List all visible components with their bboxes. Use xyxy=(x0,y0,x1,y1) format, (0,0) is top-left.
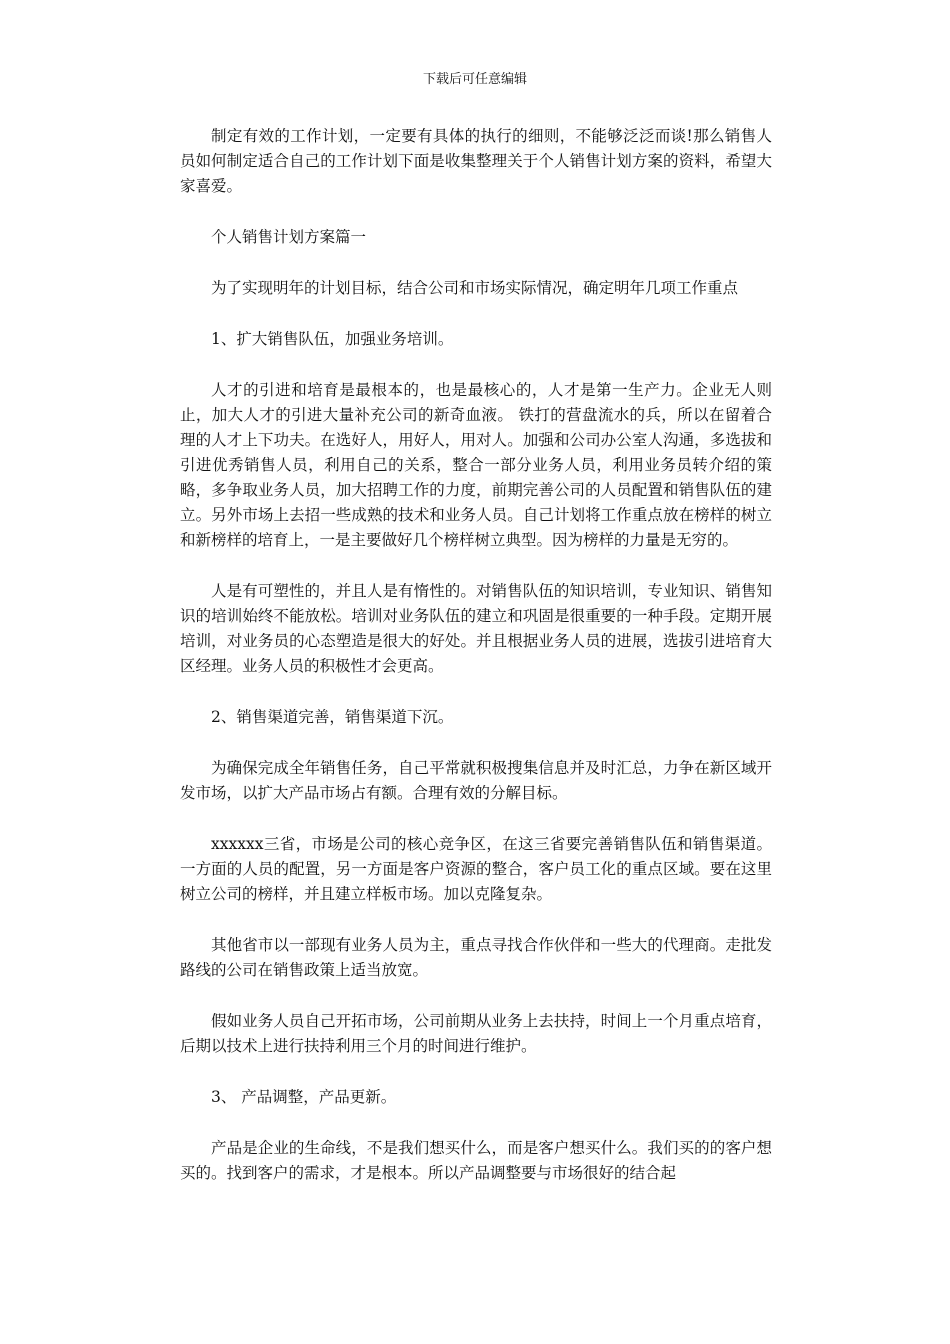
subheading-1: 1、扩大销售队伍，加强业务培训。 xyxy=(211,330,454,348)
body-paragraph: 假如业务人员自己开拓市场，公司前期从业务上去扶持，时间上一个月重点培育，后期以技术上进行扶持利用三个月的时间进行维护。 xyxy=(180,1012,772,1055)
body-paragraph: 为了实现明年的计划目标，结合公司和市场实际情况，确定明年几项工作重点 xyxy=(211,279,739,297)
subheading-2: 2、销售渠道完善，销售渠道下沉。 xyxy=(211,708,454,726)
subheading-3: 3、 产品调整，产品更新。 xyxy=(211,1088,397,1106)
body-paragraph: 为确保完成全年销售任务，自己平常就积极搜集信息并及时汇总，力争在新区域开发市场，以扩大产品市场占有额。合理有效的分解目标。 xyxy=(180,759,772,802)
page-header: 下载后可任意编辑 xyxy=(422,72,527,87)
document-body xyxy=(180,124,772,1212)
body-paragraph: 产品是企业的生命线，不是我们想买什么，而是客户想买什么。我们买的的客户想买的。找到客户的需求，才是根本。所以产品调整要与市场很好的结合起 xyxy=(180,1139,772,1182)
body-paragraph: 人才的引进和培育是最根本的，也是最核心的，人才是第一生产力。企业无人则止，加大人才的引进大量补充公司的新奇血液。 铁打的营盘流水的兵，所以在留着合理的人才上下功夫。在选好人，用好人，用对人。加强和公司办公室人沟通，多选拔和引进优秀销售人员，利用自己的关系，整合一部分业务人员，利用业务员转介绍的策略，多争取业务人员，加大招聘工作的力度，前期完善公司的人员配置和销售队伍的建立。另外市场上去招一些成熟的技术和业务人员。自己计划将工作重点放在榜样的树立和新榜样的培育上，一是主要做好几个榜样树立典型。因为榜样的力量是无穷的。 xyxy=(180,381,772,549)
body-paragraph: 人是有可塑性的，并且人是有惰性的。对销售队伍的知识培训，专业知识、销售知识的培训始终不能放松。培训对业务队伍的建立和巩固是很重要的一种手段。定期开展培训，对业务员的心态塑造是很大的好处。并且根据业务人员的进展，选拔引进培育大区经理。业务人员的积极性才会更高。 xyxy=(180,582,772,675)
intro-paragraph: 制定有效的工作计划，一定要有具体的执行的细则，不能够泛泛而谈!那么销售人员如何制定适合自己的工作计划下面是收集整理关于个人销售计划方案的资料，希望大家喜爱。 xyxy=(180,127,772,195)
section-title: 个人销售计划方案篇一 xyxy=(211,228,367,246)
body-paragraph: xxxxxx三省，市场是公司的核心竞争区，在这三省要完善销售队伍和销售渠道。一方面的人员的配置，另一方面是客户资源的整合，客户员工化的重点区域。要在这里树立公司的榜样，并且建立样板市场。加以克隆复杂。 xyxy=(180,835,772,903)
body-paragraph: 其他省市以一部现有业务人员为主，重点寻找合作伙伴和一些大的代理商。走批发路线的公司在销售政策上适当放宽。 xyxy=(180,936,772,979)
